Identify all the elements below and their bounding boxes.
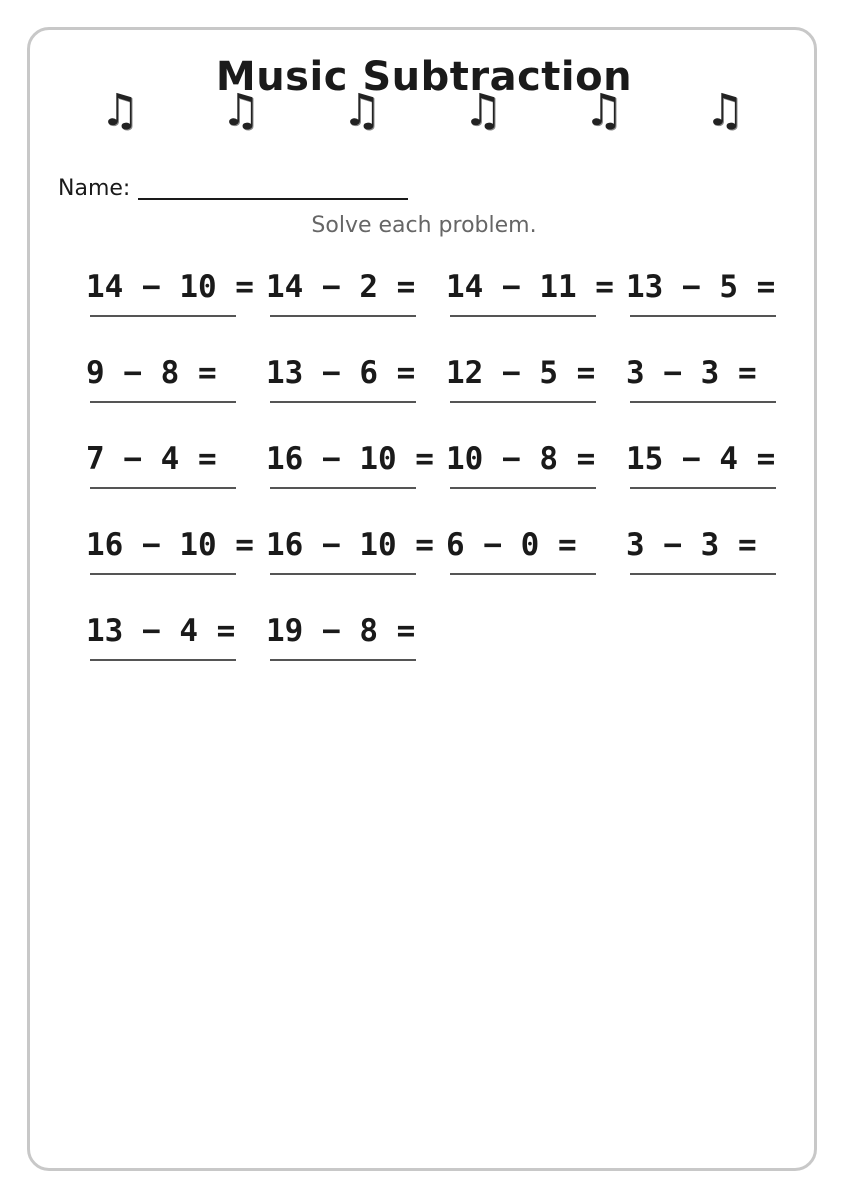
problem-text: 7 − 4 = bbox=[86, 441, 217, 477]
music-note-icon: ♫ bbox=[342, 85, 382, 136]
answer-blank[interactable] bbox=[270, 401, 416, 403]
music-note-icon: ♫ bbox=[100, 85, 140, 136]
name-blank[interactable] bbox=[138, 176, 408, 200]
problem-text: 15 − 4 = bbox=[626, 441, 776, 477]
problem-text: 3 − 3 = bbox=[626, 527, 757, 563]
problem-item bbox=[86, 440, 246, 490]
answer-blank[interactable] bbox=[90, 487, 236, 489]
answer-blank[interactable] bbox=[90, 573, 236, 575]
music-note-icon: ♫ bbox=[221, 85, 261, 136]
answer-blank[interactable] bbox=[450, 487, 596, 489]
problem-text: 14 − 11 = bbox=[446, 269, 614, 305]
answer-blank[interactable] bbox=[630, 487, 776, 489]
problem-text: 16 − 10 = bbox=[86, 527, 254, 563]
answer-blank[interactable] bbox=[90, 659, 236, 661]
problem-item bbox=[266, 526, 434, 576]
problem-text: 13 − 5 = bbox=[626, 269, 776, 305]
problem-item bbox=[446, 440, 606, 490]
problem-item bbox=[86, 268, 254, 318]
answer-blank[interactable] bbox=[90, 315, 236, 317]
problem-item bbox=[86, 354, 246, 404]
worksheet-title: Music Subtraction bbox=[215, 54, 633, 100]
answer-blank[interactable] bbox=[270, 487, 416, 489]
problem-item bbox=[86, 526, 254, 576]
problem-text: 6 − 0 = bbox=[446, 527, 577, 563]
problem-item bbox=[266, 440, 434, 490]
problem-text: 13 − 6 = bbox=[266, 355, 416, 391]
problem-item bbox=[626, 268, 786, 318]
answer-blank[interactable] bbox=[270, 659, 416, 661]
problem-item bbox=[266, 612, 426, 662]
problem-item bbox=[266, 354, 426, 404]
problem-item bbox=[86, 612, 246, 662]
music-note-icon: ♫ bbox=[463, 85, 503, 136]
problem-item bbox=[266, 268, 426, 318]
problem-item bbox=[446, 354, 606, 404]
music-note-icon: ♫ bbox=[705, 85, 745, 136]
problem-text: 16 − 10 = bbox=[266, 527, 434, 563]
problem-item bbox=[446, 526, 606, 576]
answer-blank[interactable] bbox=[450, 573, 596, 575]
answer-blank[interactable] bbox=[630, 315, 776, 317]
answer-blank[interactable] bbox=[90, 401, 236, 403]
answer-blank[interactable] bbox=[270, 573, 416, 575]
answer-blank[interactable] bbox=[270, 315, 416, 317]
answer-blank[interactable] bbox=[450, 401, 596, 403]
problem-item bbox=[626, 526, 786, 576]
problem-text: 13 − 4 = bbox=[86, 613, 236, 649]
problem-text: 3 − 3 = bbox=[626, 355, 757, 391]
answer-blank[interactable] bbox=[450, 315, 596, 317]
name-row bbox=[58, 170, 408, 204]
problem-text: 12 − 5 = bbox=[446, 355, 596, 391]
problem-text: 9 − 8 = bbox=[86, 355, 217, 391]
problem-item bbox=[446, 268, 614, 318]
problem-text: 10 − 8 = bbox=[446, 441, 596, 477]
problem-item bbox=[626, 440, 786, 490]
name-label: Name: bbox=[58, 176, 131, 201]
music-note-icon: ♫ bbox=[584, 85, 624, 136]
problem-text: 14 − 2 = bbox=[266, 269, 416, 305]
problem-text: 16 − 10 = bbox=[266, 441, 434, 477]
answer-blank[interactable] bbox=[630, 401, 776, 403]
instructions: Solve each problem. bbox=[311, 213, 537, 238]
problem-text: 14 − 10 = bbox=[86, 269, 254, 305]
answer-blank[interactable] bbox=[630, 573, 776, 575]
problem-text: 19 − 8 = bbox=[266, 613, 416, 649]
problem-item bbox=[626, 354, 786, 404]
